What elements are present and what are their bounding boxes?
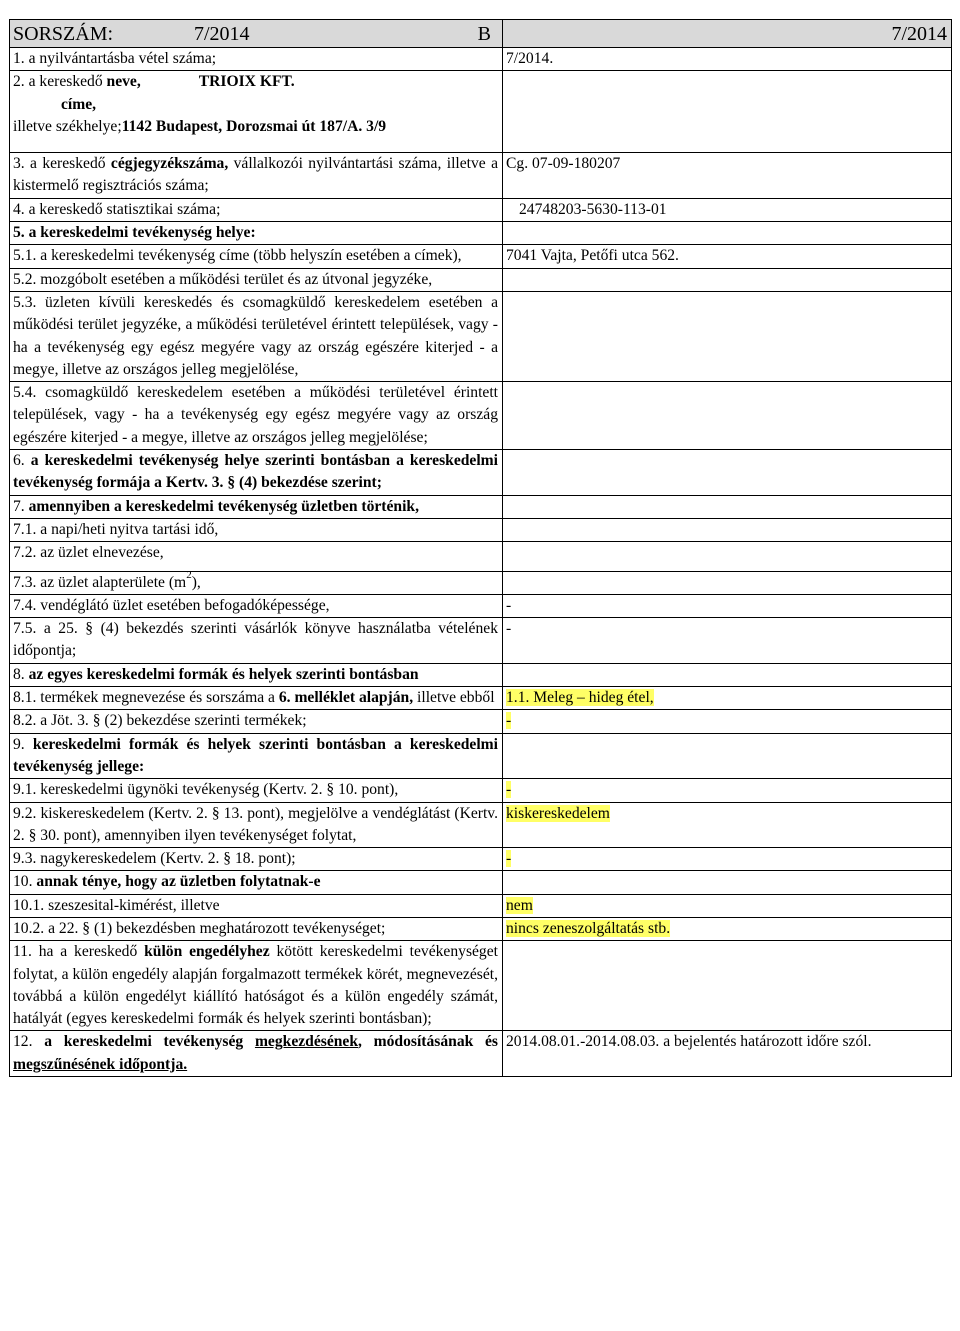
header-number: 7/2014 xyxy=(194,23,250,45)
row-9-value xyxy=(503,733,952,779)
row-9-2-label: 9.2. kiskereskedelem (Kertv. 2. § 13. pont), megjelölve a vendéglátást (Kertv. 2. § 30. pont), amennyiben ilyen tevékenységet folytat, xyxy=(10,802,503,848)
row-5-1 xyxy=(10,245,952,268)
alcohol-serving: nem xyxy=(506,896,533,914)
row-5-3 xyxy=(10,291,952,381)
row-3-label xyxy=(10,153,503,199)
row-3-rest: vállalkozói nyilvántartási száma, illetve a kistermelő regisztrációs száma; xyxy=(13,155,498,195)
row-8-2 xyxy=(10,710,952,733)
row-8-1-prefix: 8.1. termékek megnevezése és sorszáma a xyxy=(13,689,279,707)
row-10-1-label: 10.1. szeszesital-kimérést, illetve xyxy=(10,894,503,917)
row-5-4-value xyxy=(503,382,952,450)
row-2-spacer xyxy=(13,138,498,152)
row-9-2 xyxy=(10,802,952,848)
row-5-label xyxy=(10,222,503,245)
row-4-label: 4. a kereskedő statisztikai száma; xyxy=(10,198,503,221)
row-7-3 xyxy=(10,571,952,594)
row-8-1-rest: illetve ebből xyxy=(413,689,495,707)
row-2 xyxy=(10,71,952,153)
row-11-bold: külön engedélyhez xyxy=(144,943,270,961)
row-12-bold-underlined-2: megszűnésének időpontja. xyxy=(13,1055,188,1073)
row-7-1-value xyxy=(503,518,952,541)
row-1 xyxy=(10,48,952,71)
header-row xyxy=(10,20,952,48)
row-4-value: 24748203-5630-113-01 xyxy=(503,198,952,221)
row-5-2-label: 5.2. mozgóbolt esetében a működési terület és az útvonal jegyzéke, xyxy=(10,268,503,291)
header-left xyxy=(10,20,503,48)
row-7-3-value xyxy=(503,571,952,594)
row-11-rest: kötött kereskedelmi tevékenységet folytat, a külön engedély alapján forgalmazott termékek körét, megnevezését, továbbá a külön engedélyt kiállító hatóságot és a külön engedély számát, hatályát (egyes kereskedelmi formák és helyek szerinti bontásban); xyxy=(13,943,498,1028)
row-9-1-dash: - xyxy=(506,781,512,799)
row-7-value xyxy=(503,495,952,518)
row-8 xyxy=(10,663,952,686)
row-8-1-value xyxy=(503,687,952,710)
row-12-bold-2: , módosításának és xyxy=(358,1033,499,1051)
row-8-1-label xyxy=(10,687,503,710)
row-8-prefix: 8. xyxy=(13,665,29,683)
row-7-1-label: 7.1. a napi/heti nyitva tartási idő, xyxy=(10,518,503,541)
row-11-prefix: 11. ha a kereskedő xyxy=(13,943,145,961)
row-2-line-3 xyxy=(13,116,498,138)
row-7-prefix: 7. xyxy=(13,497,29,515)
row-2-name-label: neve, xyxy=(106,73,141,91)
product-category: 1.1. Meleg – hideg étel, xyxy=(506,689,654,707)
row-10-prefix: 10. xyxy=(13,873,37,891)
row-9-3 xyxy=(10,848,952,871)
trader-address: 1142 Budapest, Dorozsmai út 187/A. 3/9 xyxy=(121,117,387,135)
row-3 xyxy=(10,153,952,199)
row-7-5 xyxy=(10,618,952,664)
row-9-3-value xyxy=(503,848,952,871)
row-8-2-label: 8.2. a Jöt. 3. § (2) bekezdése szerinti termékek; xyxy=(10,710,503,733)
row-7-5-value: - xyxy=(503,618,952,664)
row-1-value: 7/2014. xyxy=(503,48,952,71)
row-2-prefix: 2. a kereskedő xyxy=(13,73,107,91)
row-8-bold: az egyes kereskedelmi formák és helyek szerinti bontásban xyxy=(28,665,419,683)
row-5-3-label: 5.3. üzleten kívüli kereskedés és csomagküldő kereskedelem esetében a működési terület jegyzéke, a működési területével érintett települések, vagy - ha a tevékenység egy egész megyére vagy az ország egészére kiterjed - a megye, illetve az országos jelleg megjelölése, xyxy=(10,291,503,381)
row-10-label xyxy=(10,871,503,894)
row-6-value xyxy=(503,450,952,496)
row-7-3-text: 7.3. az üzlet alapterülete (m xyxy=(13,573,187,591)
row-12-bold-1: a kereskedelmi tevékenység xyxy=(44,1033,255,1051)
row-5-2 xyxy=(10,268,952,291)
row-9-3-label: 9.3. nagykereskedelem (Kertv. 2. § 18. pont); xyxy=(10,848,503,871)
header-right-number: 7/2014 xyxy=(503,20,952,48)
row-11-value xyxy=(503,941,952,1031)
trader-name: TRIOIX KFT. xyxy=(198,73,295,91)
row-6-prefix: 6. xyxy=(13,452,31,470)
row-7-4 xyxy=(10,594,952,617)
row-2-value xyxy=(503,71,952,153)
row-12-prefix: 12. xyxy=(13,1033,45,1051)
row-7-4-value: - xyxy=(503,594,952,617)
row-5-4-label: 5.4. csomagküldő kereskedelem esetében a működési területével érintett települések, vagy - ha a tevékenység egy egész megyére vagy az ország egészére kiterjed - a megye, illetve az országos jelleg megjelölése; xyxy=(10,382,503,450)
row-7-4-label: 7.4. vendéglátó üzlet esetében befogadóképessége, xyxy=(10,594,503,617)
row-9-bold: kereskedelmi formák és helyek szerinti bontásban a kereskedelmi tevékenység jellege: xyxy=(13,735,498,775)
row-3-bold: cégjegyzékszáma, xyxy=(110,155,229,173)
row-10-value xyxy=(503,871,952,894)
row-7-2-spacer xyxy=(13,565,498,571)
row-5-4 xyxy=(10,382,952,450)
registration-table xyxy=(9,19,952,1077)
row-5-bold: 5. a kereskedelmi tevékenység helye: xyxy=(13,224,256,242)
row-9-1 xyxy=(10,779,952,802)
row-8-label xyxy=(10,663,503,686)
row-7-2 xyxy=(10,542,952,571)
row-10-2-value xyxy=(503,917,952,940)
row-6-label xyxy=(10,450,503,496)
row-2-seat-label: illetve székhelye; xyxy=(13,117,122,135)
row-7-3-label xyxy=(10,571,503,594)
row-5 xyxy=(10,222,952,245)
row-8-1-bold: 6. melléklet alapján, xyxy=(278,689,414,707)
row-5-1-value: 7041 Vajta, Petőfi utca 562. xyxy=(503,245,952,268)
row-6-bold: a kereskedelmi tevékenység helye szerinti bontásban a kereskedelmi tevékenység formája a Kertv. 3. § (4) bekezdése szerint; xyxy=(13,452,498,492)
registration-form xyxy=(9,19,952,1077)
music-service: nincs zeneszolgáltatás stb. xyxy=(506,919,671,937)
row-2-label xyxy=(10,71,503,153)
row-12-value: 2014.08.01.-2014.08.03. a bejelentés határozott időre szól. xyxy=(503,1031,952,1077)
row-8-2-dash: - xyxy=(506,712,512,730)
row-2-address-label: címe, xyxy=(61,95,97,113)
row-9-label xyxy=(10,733,503,779)
row-4 xyxy=(10,198,952,221)
row-10-2-label: 10.2. a 22. § (1) bekezdésben meghatározott tevékenységet; xyxy=(10,917,503,940)
row-5-3-value xyxy=(503,291,952,381)
row-6 xyxy=(10,450,952,496)
row-11 xyxy=(10,941,952,1031)
row-10-bold: annak ténye, hogy az üzletben folytatnak-e xyxy=(36,873,321,891)
row-7-label xyxy=(10,495,503,518)
retail-type: kiskereskedelem xyxy=(506,804,610,822)
row-11-label xyxy=(10,941,503,1031)
row-10 xyxy=(10,871,952,894)
row-12-bold-underlined-1: megkezdésének xyxy=(254,1033,359,1051)
row-7 xyxy=(10,495,952,518)
row-2-line-2 xyxy=(13,94,498,116)
row-2-line-1 xyxy=(13,71,498,93)
row-10-1-value xyxy=(503,894,952,917)
row-9-prefix: 9. xyxy=(13,735,33,753)
row-7-3-end: ), xyxy=(191,573,201,591)
row-5-value xyxy=(503,222,952,245)
row-1-label: 1. a nyilvántartásba vétel száma; xyxy=(10,48,503,71)
row-7-bold: amennyiben a kereskedelmi tevékenység üzletben történik, xyxy=(28,497,419,515)
row-7-1 xyxy=(10,518,952,541)
row-3-value: Cg. 07-09-180207 xyxy=(503,153,952,199)
header-letter: B xyxy=(477,23,491,45)
row-9-1-value xyxy=(503,779,952,802)
row-8-1 xyxy=(10,687,952,710)
row-10-2 xyxy=(10,917,952,940)
row-8-value xyxy=(503,663,952,686)
row-5-1-label: 5.1. a kereskedelmi tevékenység címe (több helyszín esetében a címek), xyxy=(10,245,503,268)
row-12 xyxy=(10,1031,952,1077)
row-9 xyxy=(10,733,952,779)
row-9-2-value xyxy=(503,802,952,848)
row-3-prefix: 3. a kereskedő xyxy=(13,155,111,173)
row-5-2-value xyxy=(503,268,952,291)
header-label: SORSZÁM: xyxy=(13,23,114,45)
row-12-label xyxy=(10,1031,503,1077)
row-9-3-dash: - xyxy=(506,850,512,868)
row-7-2-value xyxy=(503,542,952,571)
row-7-3-sup: 2 xyxy=(186,569,192,582)
row-9-1-label: 9.1. kereskedelmi ügynöki tevékenység (Kertv. 2. § 10. pont), xyxy=(10,779,503,802)
row-8-2-value xyxy=(503,710,952,733)
row-7-2-label xyxy=(10,542,503,571)
row-10-1 xyxy=(10,894,952,917)
row-7-5-label: 7.5. a 25. § (4) bekezdés szerinti vásárlók könyve használatba vételének időpontja; xyxy=(10,618,503,664)
row-7-2-text: 7.2. az üzlet elnevezése, xyxy=(13,544,164,562)
